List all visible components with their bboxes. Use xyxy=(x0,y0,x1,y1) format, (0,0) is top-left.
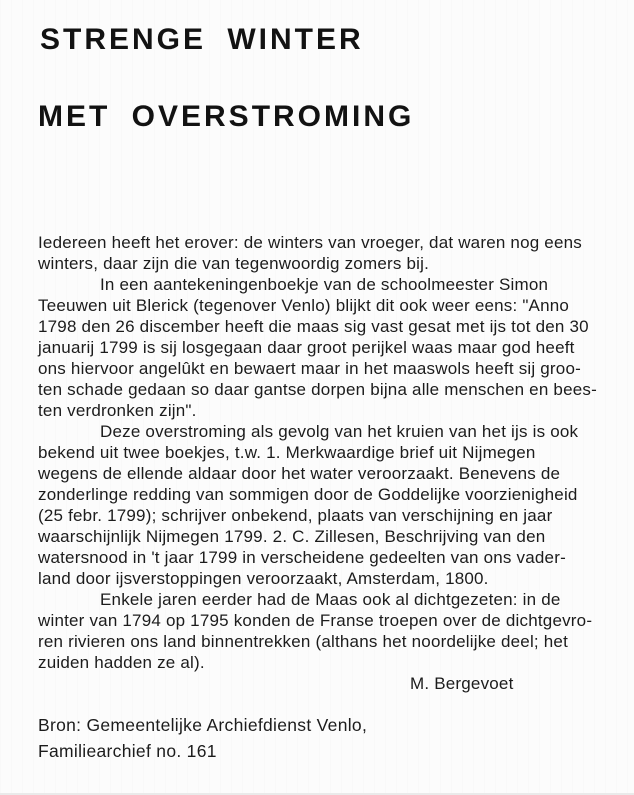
article-body xyxy=(38,232,618,694)
body-text-line: Teeuwen uit Blerick (tegenover Venlo) blijkt dit ook weer eens: "Anno xyxy=(38,296,570,315)
body-text-line: 1798 den 26 discember heeft die maas sig vast gesat met ijs tot den 30 xyxy=(38,317,589,336)
body-text-line: watersnood in 't jaar 1799 in verscheidene gedeelten van ons vader- xyxy=(38,548,566,567)
body-text-line: ten verdronken zijn". xyxy=(38,401,197,420)
body-text-line: Iedereen heeft het erover: de winters van vroeger, dat waren nog eens xyxy=(38,233,582,252)
article-title-line-2: MET OVERSTROMING xyxy=(38,100,415,133)
body-text-line: zonderlinge redding van sommigen door de Goddelijke voorzienigheid xyxy=(38,485,578,504)
body-text-line: ons hiervoor angelûkt en bewaert maar in het maaswols heeft sij groo- xyxy=(38,359,581,378)
body-text-line: wegens de ellende aldaar door het water veroorzaakt. Benevens de xyxy=(38,464,561,483)
body-text-line: januarij 1799 is sij losgegaan daar groot perijkel waas maar god heeft xyxy=(38,338,575,357)
body-text-line: ren rivieren ons land binnentrekken (althans het noordelijke deel; het xyxy=(38,632,568,651)
body-text-line: In een aantekeningenboekje van de schoolmeester Simon xyxy=(100,275,549,294)
body-text-line: winters, daar zijn die van tegenwoordig zomers bij. xyxy=(38,254,429,273)
body-text-line: waarschijnlijk Nijmegen 1799. 2. C. Zillesen, Beschrijving van den xyxy=(38,527,546,546)
author-byline: M. Bergevoet xyxy=(410,674,514,693)
body-text-line: Deze overstroming als gevolg van het kruien van het ijs is ook xyxy=(100,422,579,441)
article-title-line-1: STRENGE WINTER xyxy=(40,23,364,56)
body-text-line: land door ijsverstoppingen veroorzaakt, Amsterdam, 1800. xyxy=(38,569,489,588)
source-note xyxy=(38,712,367,764)
body-text-line: (25 febr. 1799); schrijver onbekend, plaats van verschijning en jaar xyxy=(38,506,553,525)
source-line-1: Bron: Gemeentelijke Archiefdienst Venlo, xyxy=(38,715,368,735)
source-line-2: Familiearchief no. 161 xyxy=(38,741,217,761)
body-text-line: winter van 1794 op 1795 konden de Franse troepen over de dichtgevro- xyxy=(38,611,593,630)
body-text-line: Enkele jaren eerder had de Maas ook al dichtgezeten: in de xyxy=(100,590,561,609)
body-text-line: zuiden hadden ze al). xyxy=(38,653,205,672)
body-text-line: bekend uit twee boekjes, t.w. 1. Merkwaardige brief uit Nijmegen xyxy=(38,443,536,462)
body-text-lines xyxy=(38,232,618,673)
body-text-line: ten schade gedaan so daar gantse dorpen bijna alle menschen en bees- xyxy=(38,380,597,399)
